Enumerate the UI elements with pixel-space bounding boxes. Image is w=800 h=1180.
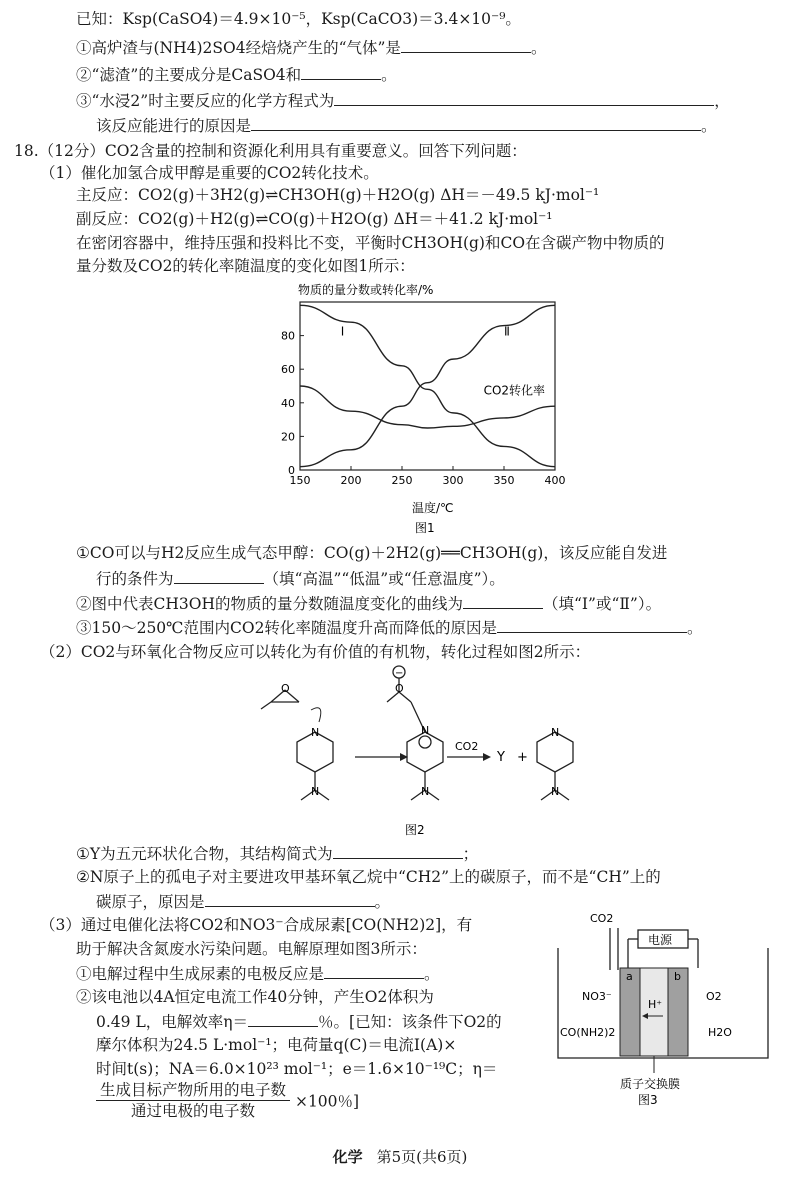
svg-text:N: N [551,785,560,798]
u1: ①电解过程中生成尿素的电极反应是 。 [76,962,440,985]
figure-3-caption: 图3 [638,1093,658,1107]
p3b: 助于解决含氮废水污染问题。电解原理如图3所示： [76,940,427,958]
pre-q3: ③“水浸2”时主要反应的化学方程式为 ， [76,89,730,112]
water-label: H2O [708,1026,732,1039]
fraction-numerator: 生成目标产物所用的电子数 [96,1080,290,1101]
pre-q3b: 该反应能进行的原因是 。 [96,114,717,137]
curved-arrow-icon [311,708,321,722]
desc-line-2: 量分数及CO2的转化率随温度的变化如图1所示： [76,257,415,275]
fraction-tail: ×100％] [294,1092,360,1111]
ksp-note: 已知：Ksp(CaSO4)＝4.9×10⁻⁵，Ksp(CaCO3)＝3.4×10⁻⁹。 [76,10,521,28]
membrane-label: 质子交换膜 [620,1077,681,1091]
x-tick-label: 200 [340,474,362,487]
plus-sign: + [517,750,528,765]
electrode-b-label: b [674,970,681,983]
q18-part1-intro: （1）催化加氢合成甲醇是重要的CO2转化技术。 [40,164,379,182]
svg-text:N: N [421,785,430,798]
co2-label: CO2 [455,740,479,753]
u2b: 0.49 L，电解效率η＝ ％。[已知：该条件下O2的 [96,1010,502,1033]
q18-header: 18.（12分）CO2含量的控制和资源化利用具有重要意义。回答下列问题： [14,142,527,160]
figure-2-scheme [255,662,585,840]
page-number: 第5页(共6页) [376,1148,468,1166]
y-tick-label: 0 [288,464,295,477]
t1: ①Y为五元环状化合物，其结构简式为 ； [76,842,478,865]
pre-q1: ①高炉渣与(NH4)2SO4经焙烧产生的“气体”是 。 [76,36,546,59]
t2a: ②N原子上的孤电子对主要进攻甲基环氧乙烷中“CH2”上的碳原子，而不是“CH”上的 [76,868,661,886]
figure-3-cell [548,908,778,1108]
x-tick-label: 350 [493,474,515,487]
electrode-a-label: a [626,970,633,983]
part2-intro: （2）CO2与环氧化合物反应可以转化为有价值的有机物，转化过程如图2所示： [40,643,591,661]
answer-blank[interactable] [205,890,375,907]
main-reaction: 主反应：CO2(g)＋3H2(g)⇌CH3OH(g)＋H2O(g) ΔH＝－49.5 kJ·mol⁻¹ [76,186,600,204]
efficiency-fraction [96,1080,359,1121]
x-tick-label: 400 [544,474,566,487]
series-label: Ⅰ [340,324,345,339]
answer-blank[interactable] [334,89,714,106]
urea-label: CO(NH2)2 [560,1026,616,1039]
p3a: （3）通过电催化法将CO2和NO3⁻合成尿素[CO(NH2)2]，有 [40,916,473,934]
svg-text:O: O [395,682,404,695]
s1a: ①CO可以与H2反应生成气态甲醇：CO(g)＋2H2(g)══CH3OH(g)，该反应能自发进 [76,544,668,562]
answer-blank[interactable] [333,842,463,859]
s2: ②图中代表CH3OH的物质的量分数随温度变化的曲线为 （填“Ⅰ”或“Ⅱ”）。 [76,592,661,615]
answer-blank[interactable] [463,592,543,609]
chart-title: 物质的量分数或转化率/% [298,283,434,297]
co2-label: CO2 [590,912,614,925]
proton-label: H⁺ [648,998,663,1011]
power-label: 电源 [648,933,673,947]
answer-blank[interactable] [251,114,701,131]
subject-label: 化学 [332,1148,363,1166]
t2b: 碳原子，原因是 。 [96,890,390,913]
reaction-arrow-icon [483,753,491,761]
series-label: Ⅱ [504,324,510,339]
svg-text:N: N [421,724,430,737]
svg-text:N: N [311,726,320,739]
chart-caption: 图1 [415,521,435,535]
fraction-denominator: 通过电极的电子数 [131,1102,256,1120]
answer-blank[interactable] [324,962,424,979]
figure-1-chart [270,280,580,542]
y-tick-label: 60 [281,363,295,377]
proton-exchange-membrane [640,968,668,1056]
page-footer [0,1146,800,1167]
u2d: 时间t(s)；NA＝6.0×10²³ mol⁻¹；e＝1.6×10⁻¹⁹C；η＝ [96,1060,498,1078]
desc-line-1: 在密闭容器中，维持压强和投料比不变，平衡时CH3OH(g)和CO在含碳产物中物质的 [76,234,665,252]
no3-label: NO3⁻ [582,990,612,1003]
answer-blank[interactable] [497,616,687,633]
s1b: 行的条件为 （填“高温”“低温”或“任意温度”）。 [96,567,505,590]
x-tick-label: 150 [289,474,311,487]
svg-text:N: N [311,785,320,798]
o2-label: O2 [706,990,722,1003]
y-tick-label: 40 [281,396,295,410]
svg-text:N: N [551,726,560,739]
x-tick-label: 250 [391,474,413,487]
pre-q2: ②“滤渣”的主要成分是CaSO4和 。 [76,63,397,86]
series-label: CO2转化率 [483,383,546,398]
svg-text:−: − [395,668,404,679]
s3: ③150～250℃范围内CO2转化率随温度升高而降低的原因是 。 [76,616,702,639]
x-tick-label: 300 [442,474,464,487]
u2a: ②该电池以4A恒定电流工作40分钟，产生O2体积为 [76,988,434,1006]
answer-blank[interactable] [401,36,531,53]
y-tick-label: 20 [281,430,295,444]
chart-xlabel: 温度/℃ [412,501,454,515]
u2c: 摩尔体积为24.5 L·mol⁻¹；电荷量q(C)＝电流I(A)× [96,1036,457,1054]
answer-blank[interactable] [174,567,264,584]
y-tick-label: 80 [281,329,295,343]
epoxide-structure [261,690,299,709]
answer-blank[interactable] [248,1010,318,1027]
figure-2-caption: 图2 [405,823,425,837]
side-reaction: 副反应：CO2(g)＋H2(g)⇌CO(g)＋H2O(g) ΔH＝＋41.2 kJ·mol⁻¹ [76,210,553,228]
product-y: Y [497,750,505,765]
answer-blank[interactable] [301,63,381,80]
svg-text:O: O [281,682,290,695]
